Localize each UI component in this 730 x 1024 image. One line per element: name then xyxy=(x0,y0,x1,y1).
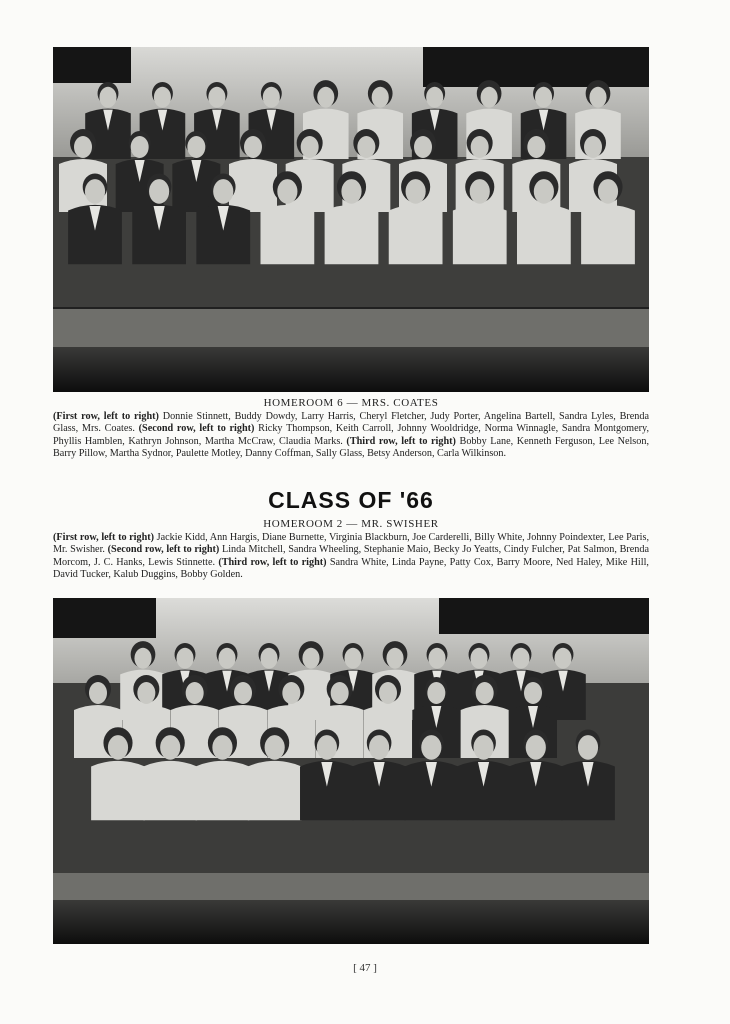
photo-illustration xyxy=(53,598,649,944)
row-label: (First row, left to right) xyxy=(53,411,159,422)
photo-caption-title: HOMEROOM 6 — MRS. COATES xyxy=(263,397,439,409)
row-label: (Second row, left to right) xyxy=(107,544,220,556)
row-names: Bobby Lane, Kenneth Ferguson, Lee Nelson, Barry Pillow, Martha Sydnor, Paulette Motley, Danny Coffman, Sally Glass, Betsy Anderson, Carla Wilkinson. xyxy=(53,435,649,460)
row-label: (Third row, left to right) xyxy=(346,435,456,447)
row-label: (Second row, left to right) xyxy=(138,423,255,435)
row-names: Sandra White, Linda Payne, Patty Cox, Barry Moore, Ned Haley, Mike Hill, David Tucker, Kalub Duggins, Bobby Golden. xyxy=(53,556,649,581)
class-photo-homeroom-2 xyxy=(53,598,649,944)
photo-illustration xyxy=(53,47,649,392)
row-names: Jackie Kidd, Ann Hargis, Diane Burnette, Virginia Blackburn, Joe Carderelli, Billy White, Johnny Poindexter, Lee Paris, Mr. Swisher. xyxy=(53,532,649,556)
photo-caption-title: HOMEROOM 2 — MR. SWISHER xyxy=(263,518,439,530)
row-label: (First row, left to right) xyxy=(53,532,155,543)
photo-caption-names xyxy=(53,411,649,461)
page-title: CLASS OF '66 xyxy=(268,487,434,513)
page-number: [ 47 ] xyxy=(353,962,377,974)
photo-caption-names xyxy=(53,532,649,582)
row-names: Donnie Stinnett, Buddy Dowdy, Larry Harris, Cheryl Fletcher, Judy Porter, Angelina Bartell, Sandra Lyles, Brenda Glass, Mrs. Coates. xyxy=(53,411,650,435)
class-photo-homeroom-6 xyxy=(53,47,649,392)
row-names: Linda Mitchell, Sandra Wheeling, Stephanie Maio, Becky Jo Yeatts, Cindy Fulcher, Pat Salmon, Brenda Morcom, J. C. Hanks, Lewis Stinnette. xyxy=(53,544,649,568)
row-names: Ricky Thompson, Keith Carroll, Johnny Wooldridge, Norma Winnagle, Sandra Montgomery, Phyllis Hamblen, Kathryn Johnson, Martha McCraw, Claudia Marks. xyxy=(53,423,650,447)
row-label: (Third row, left to right) xyxy=(218,556,327,568)
